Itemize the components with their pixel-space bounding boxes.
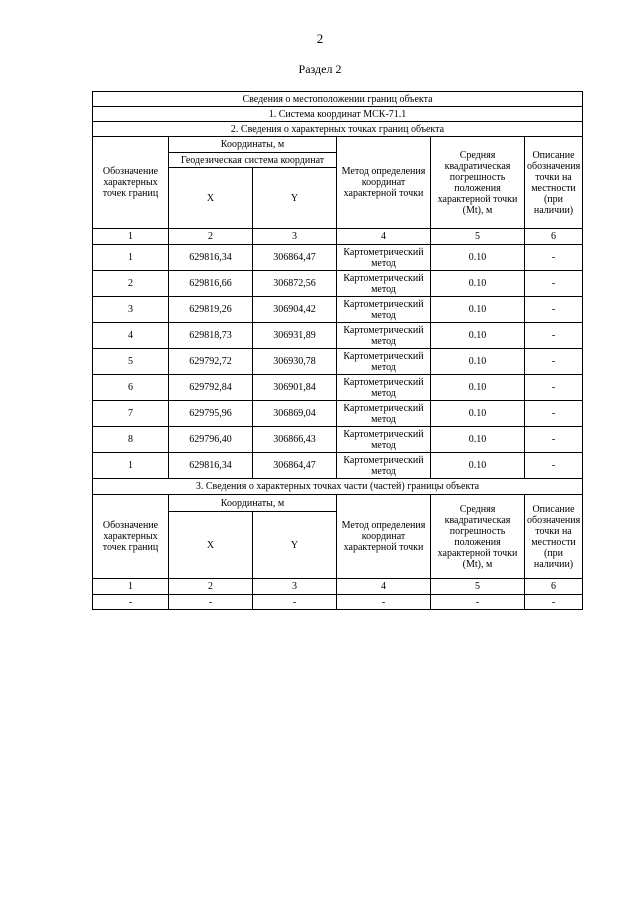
description-cell: -: [525, 375, 583, 401]
table-row: [93, 427, 583, 453]
y-coordinate-cell: 306864,47: [253, 245, 337, 271]
point-id-cell: 6: [93, 375, 169, 401]
y-coordinate-cell: 306904,42: [253, 297, 337, 323]
column-numbers-row: [93, 229, 583, 245]
point-id-cell: 5: [93, 349, 169, 375]
header-x: X: [169, 512, 253, 579]
precision-cell: -: [431, 595, 525, 610]
header-description: Описание обозначения точки на местности (при наличии): [525, 137, 583, 229]
coord-system: 1. Система координат МСК-71.1: [93, 107, 583, 122]
header-y: Y: [253, 512, 337, 579]
column-number-cell: 1: [93, 579, 169, 595]
x-coordinate-cell: 629816,34: [169, 453, 253, 479]
table-row: [93, 453, 583, 479]
description-cell: -: [525, 297, 583, 323]
column-number-cell: 5: [431, 579, 525, 595]
method-cell: -: [337, 595, 431, 610]
method-cell: Картометрический метод: [337, 375, 431, 401]
method-cell: Картометрический метод: [337, 245, 431, 271]
table-row: [93, 297, 583, 323]
method-cell: Картометрический метод: [337, 271, 431, 297]
description-cell: -: [525, 453, 583, 479]
header-method: Метод определения координат характерной точки: [337, 137, 431, 229]
x-coordinate-cell: -: [169, 595, 253, 610]
boundary-table: [92, 91, 583, 610]
precision-cell: 0.10: [431, 401, 525, 427]
x-coordinate-cell: 629792,84: [169, 375, 253, 401]
precision-cell: 0.10: [431, 349, 525, 375]
header-precision: Средняя квадратическая погрешность положения характерной точки (Mt), м: [431, 137, 525, 229]
y-coordinate-cell: 306930,78: [253, 349, 337, 375]
description-cell: -: [525, 427, 583, 453]
point-id-cell: 7: [93, 401, 169, 427]
table-row: [93, 271, 583, 297]
description-cell: -: [525, 349, 583, 375]
header-designation: Обозначение характерных точек границ: [93, 495, 169, 579]
header-x: X: [169, 168, 253, 229]
table-row: [93, 349, 583, 375]
point-id-cell: 1: [93, 245, 169, 271]
precision-cell: 0.10: [431, 323, 525, 349]
y-coordinate-cell: 306931,89: [253, 323, 337, 349]
precision-cell: 0.10: [431, 297, 525, 323]
x-coordinate-cell: 629816,66: [169, 271, 253, 297]
precision-cell: 0.10: [431, 375, 525, 401]
table-row: [93, 401, 583, 427]
point-id-cell: -: [93, 595, 169, 610]
description-cell: -: [525, 271, 583, 297]
x-coordinate-cell: 629818,73: [169, 323, 253, 349]
y-coordinate-cell: 306866,43: [253, 427, 337, 453]
column-number-cell: 4: [337, 229, 431, 245]
y-coordinate-cell: 306869,04: [253, 401, 337, 427]
section2-title: 2. Сведения о характерных точках границ объекта: [93, 122, 583, 137]
table-row: [93, 375, 583, 401]
precision-cell: 0.10: [431, 271, 525, 297]
table-row: [93, 595, 583, 610]
column-numbers-row: [93, 579, 583, 595]
precision-cell: 0.10: [431, 453, 525, 479]
header-coordinates: Координаты, м: [169, 495, 337, 512]
point-id-cell: 3: [93, 297, 169, 323]
section-title: Раздел 2: [298, 62, 342, 76]
method-cell: Картометрический метод: [337, 323, 431, 349]
column-number-cell: 1: [93, 229, 169, 245]
column-number-cell: 3: [253, 229, 337, 245]
description-cell: -: [525, 401, 583, 427]
method-cell: Картометрический метод: [337, 349, 431, 375]
column-number-cell: 6: [525, 579, 583, 595]
method-cell: Картометрический метод: [337, 401, 431, 427]
y-coordinate-cell: 306864,47: [253, 453, 337, 479]
header-method: Метод определения координат характерной точки: [337, 495, 431, 579]
x-coordinate-cell: 629795,96: [169, 401, 253, 427]
column-number-cell: 3: [253, 579, 337, 595]
x-coordinate-cell: 629819,26: [169, 297, 253, 323]
column-number-cell: 5: [431, 229, 525, 245]
y-coordinate-cell: 306901,84: [253, 375, 337, 401]
point-id-cell: 8: [93, 427, 169, 453]
table-title: Сведения о местоположении границ объекта: [93, 92, 583, 107]
x-coordinate-cell: 629796,40: [169, 427, 253, 453]
header-y: Y: [253, 168, 337, 229]
header-precision: Средняя квадратическая погрешность положения характерной точки (Mt), м: [431, 495, 525, 579]
column-number-cell: 4: [337, 579, 431, 595]
point-id-cell: 2: [93, 271, 169, 297]
table-row: [93, 245, 583, 271]
precision-cell: 0.10: [431, 245, 525, 271]
description-cell: -: [525, 245, 583, 271]
header-geodetic: Геодезическая система координат: [169, 153, 337, 168]
column-number-cell: 2: [169, 579, 253, 595]
method-cell: Картометрический метод: [337, 427, 431, 453]
section3-title: 3. Сведения о характерных точках части (частей) границы объекта: [93, 479, 583, 495]
x-coordinate-cell: 629792,72: [169, 349, 253, 375]
point-id-cell: 4: [93, 323, 169, 349]
page-number: 2: [316, 31, 324, 46]
y-coordinate-cell: 306872,56: [253, 271, 337, 297]
description-cell: -: [525, 595, 583, 610]
description-cell: -: [525, 323, 583, 349]
x-coordinate-cell: 629816,34: [169, 245, 253, 271]
table-row: [93, 323, 583, 349]
column-number-cell: 2: [169, 229, 253, 245]
point-id-cell: 1: [93, 453, 169, 479]
header-description: Описание обозначения точки на местности (при наличии): [525, 495, 583, 579]
y-coordinate-cell: -: [253, 595, 337, 610]
header-coordinates: Координаты, м: [169, 137, 337, 153]
method-cell: Картометрический метод: [337, 453, 431, 479]
method-cell: Картометрический метод: [337, 297, 431, 323]
header-designation: Обозначение характерных точек границ: [93, 137, 169, 229]
precision-cell: 0.10: [431, 427, 525, 453]
column-number-cell: 6: [525, 229, 583, 245]
